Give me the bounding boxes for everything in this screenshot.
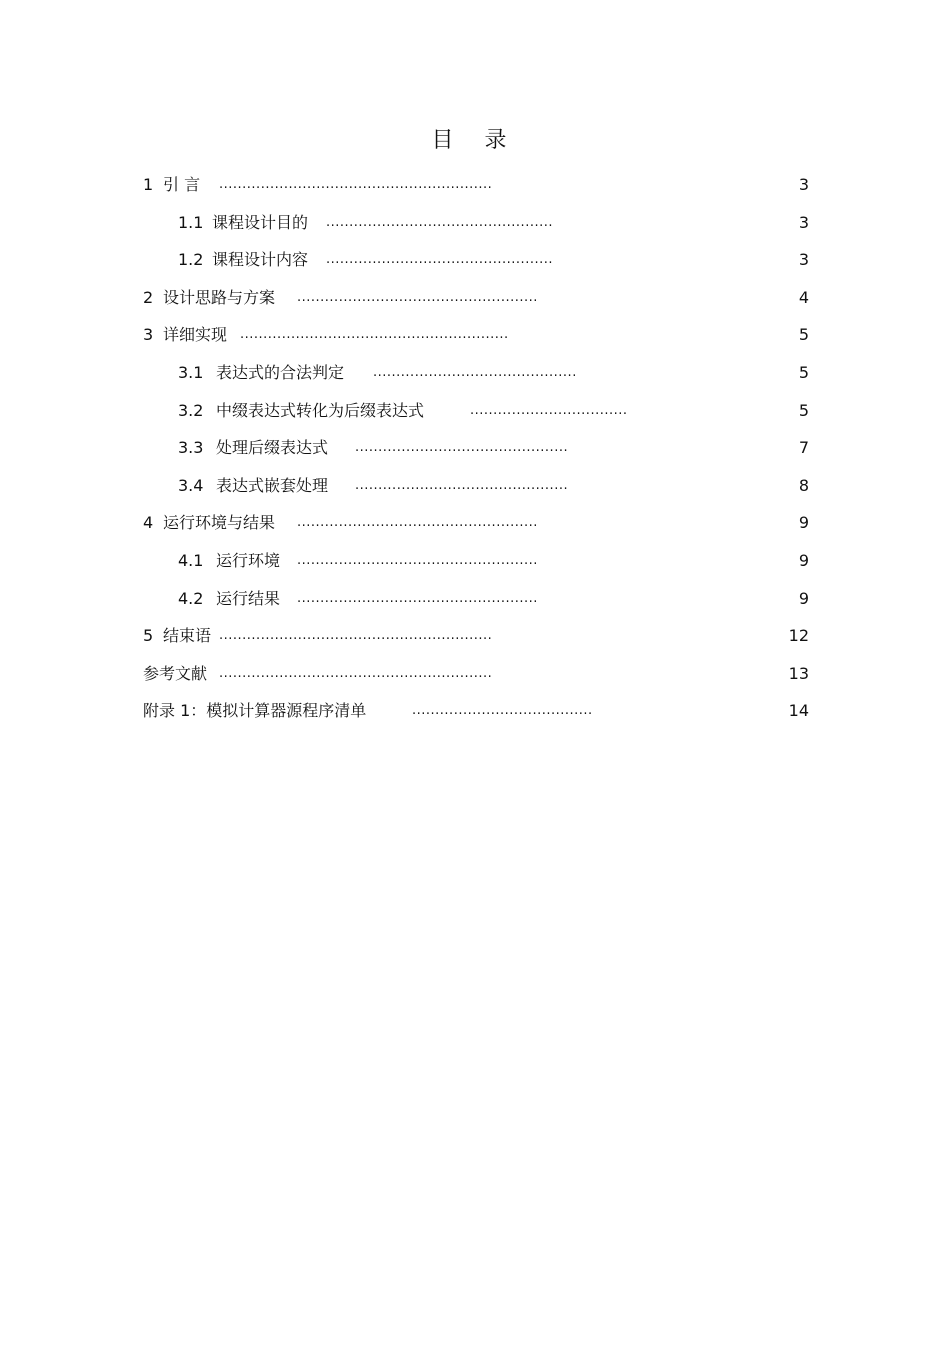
toc-page: 5 [798, 400, 809, 420]
toc-leader: ........................................................... [219, 628, 493, 644]
toc-number: 4.1 [178, 550, 204, 570]
toc-page: 7 [798, 438, 809, 458]
toc-text: 处理后缀表达式 [216, 438, 329, 458]
toc-text: 运行结果 [216, 588, 281, 608]
toc-leader: .................................................... [297, 289, 538, 305]
toc-page: 4 [798, 287, 809, 307]
toc-number: 3.4 [178, 475, 204, 495]
toc-entry-1-1[interactable] [143, 208, 809, 246]
toc-entry-references[interactable] [143, 659, 809, 697]
toc-page: 9 [798, 588, 809, 608]
toc-page: 14 [788, 701, 809, 721]
toc-number: 4 [143, 513, 154, 533]
toc-number: 3.1 [178, 362, 204, 382]
toc-number: 3.2 [178, 400, 204, 420]
toc-entry-3[interactable] [143, 320, 809, 358]
toc-text: 运行环境 [216, 550, 281, 570]
toc-number: 1 [143, 175, 154, 194]
toc-text: 课程设计内容 [212, 250, 309, 270]
toc-text: 详细实现 [163, 325, 228, 345]
toc-text: 课程设计目的 [212, 212, 309, 232]
toc-leader: ............................................ [373, 364, 577, 380]
toc-entry-4-2[interactable] [143, 584, 809, 622]
toc-entry-3-3[interactable] [143, 433, 809, 471]
toc-entry-3-1[interactable] [143, 358, 809, 396]
toc-entry-2[interactable] [143, 283, 809, 321]
toc-page: 9 [798, 513, 809, 533]
toc-leader: ....................................... [412, 703, 593, 719]
toc-entry-appendix[interactable] [143, 696, 809, 734]
toc-page: 3 [798, 175, 809, 194]
toc-entry-3-2[interactable] [143, 396, 809, 434]
toc-number: 5 [143, 626, 154, 646]
toc-leader: .................................................... [297, 515, 538, 531]
toc-number: 4.2 [178, 588, 204, 608]
toc-text: 中缀表达式转化为后缀表达式 [216, 400, 425, 420]
toc-number: 2 [143, 287, 154, 307]
toc-leader: .............................................. [355, 440, 569, 456]
toc-page: 5 [798, 325, 809, 345]
toc-number: 3 [143, 325, 154, 345]
toc-entry-4[interactable] [143, 508, 809, 546]
toc-entry-4-1[interactable] [143, 546, 809, 584]
toc-number: 1.2 [178, 250, 204, 270]
toc-leader: ................................................. [326, 252, 553, 268]
toc-leader: .......................................................... [240, 327, 509, 343]
toc-page: 3 [798, 212, 809, 232]
toc-entry-5[interactable] [143, 621, 809, 659]
toc-leader: .............................................. [355, 477, 569, 493]
toc-number: 3.3 [178, 438, 204, 458]
toc-text: 运行环境与结果 [163, 513, 276, 533]
toc-entry-1[interactable] [143, 170, 809, 208]
toc-text: 设计思路与方案 [163, 287, 276, 307]
toc-leader: .................................. [470, 402, 628, 418]
toc-number: 1.1 [178, 212, 204, 232]
toc-leader: .................................................... [297, 590, 538, 606]
toc-text: 参考文献 [143, 663, 208, 683]
toc-page: 12 [788, 626, 809, 646]
toc-title: 目 录 [431, 128, 519, 153]
toc-page: 5 [798, 362, 809, 382]
toc-leader: ................................................. [326, 214, 553, 230]
table-of-contents [143, 170, 809, 734]
toc-page: 3 [798, 250, 809, 270]
toc-text: 附录 1：模拟计算器源程序清单 [143, 701, 367, 721]
toc-page: 8 [798, 475, 809, 495]
toc-entry-1-2[interactable] [143, 245, 809, 283]
toc-leader: .................................................... [297, 552, 538, 568]
toc-entry-3-4[interactable] [143, 471, 809, 509]
toc-leader: ........................................................... [219, 177, 493, 192]
toc-text: 表达式嵌套处理 [216, 475, 329, 495]
toc-text: 引 言 [163, 175, 201, 194]
toc-leader: ........................................................... [219, 665, 493, 681]
toc-text: 结束语 [163, 626, 212, 646]
toc-page: 13 [788, 663, 809, 683]
toc-page: 9 [798, 550, 809, 570]
toc-text: 表达式的合法判定 [216, 362, 345, 382]
